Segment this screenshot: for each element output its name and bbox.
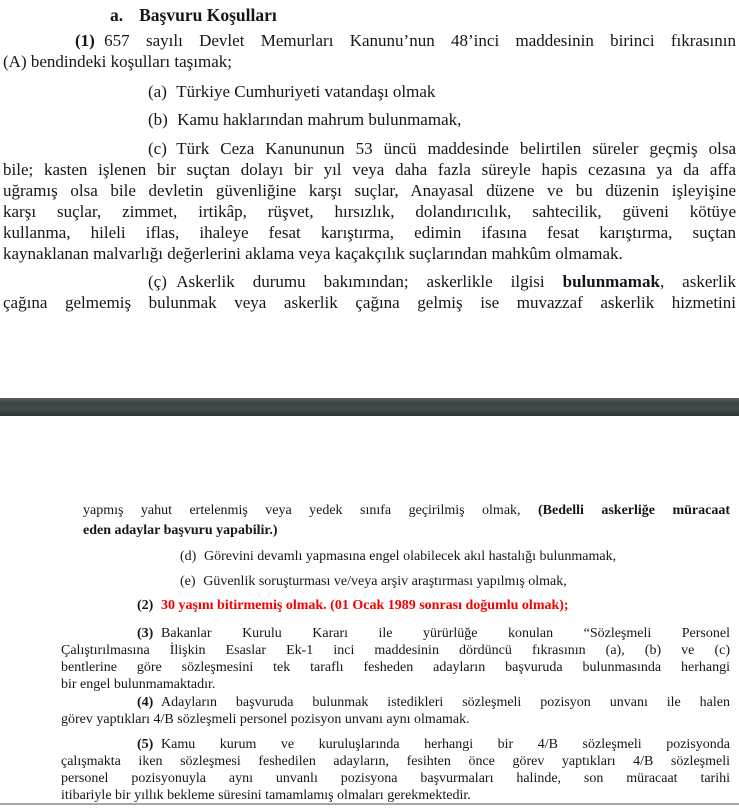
paragraph-3 [61,625,730,693]
text-segment: kaynaklanan malvarlığı değerlerini aklama veya kaçakçılık suçlarından mahkûm olmamak. [3,244,623,263]
text-line [61,694,730,711]
paragraph-4 [61,694,730,728]
text-segment: (e) [180,574,196,589]
item-b [3,109,736,130]
text-segment: (1) [75,31,95,50]
text-line [61,642,730,659]
text-segment: 30 yaşını bitirmemiş olmak. (01 Ocak 1989 sonrası doğumlu olmak); [161,598,569,613]
text-line [61,573,730,590]
text-segment: 657 sayılı Devlet Memurları Kanunu’nun 48’inci maddesinin birinci fıkrasının [104,31,736,50]
text-line [61,676,730,693]
text-segment: Türk Ceza Kanununun 53 üncü maddesinde belirtilen süreler geçmiş olsa [176,139,736,158]
text-segment: görev yaptıkları 4/B sözleşmeli personel pozisyon unvanı aynı olmamak. [61,712,470,727]
text-segment: uğramış olsa bile devletin güvenliğine karşı suçlar, Anayasal düzene ve bu düzenin işleyişine [3,181,736,200]
text-segment: Askerlik durumu bakımından; askerlikle ilgisi [176,272,563,291]
text-segment: (2) [137,598,154,613]
paragraph-cc-continuation [83,501,730,541]
item-d [61,548,730,565]
text-segment: (ç) [148,272,167,291]
text-segment: Güvenlik soruşturması ve/veya arşiv araştırması yapılmış olmak, [203,574,567,589]
text-segment: (d) [180,549,197,564]
text-segment: Bakanlar Kurulu Kararı ile yürürlüğe konulan “Sözleşmeli Personel [161,626,730,641]
item-cc [3,271,736,313]
text-line [83,521,730,541]
item-a [3,81,736,102]
text-line [3,243,736,264]
text-segment: (Bedelli askerliğe müracaat [538,503,731,518]
text-line [61,787,730,804]
text-segment: bentlerine göre sözleşmesini tek taraflı fesheden adayların başvuruda bulunmasında herhangi [61,660,730,675]
heading-title: Başvuru Koşulları [139,5,277,25]
text-line [61,711,730,728]
text-segment: (a) [148,82,167,101]
text-line [61,625,730,642]
text-segment: , askerlik [659,272,736,291]
text-segment: (c) [148,139,167,158]
heading-marker: a. [110,5,124,25]
text-line [3,30,736,51]
text-segment: çağına gelmemiş bulunmak veya askerlik çağına gelmiş ise muvazzaf askerlik hizmetini [3,293,736,312]
paragraph-2 [61,597,730,614]
text-line [61,659,730,676]
text-line [3,222,736,243]
text-segment: (4) [137,695,154,710]
text-line [3,51,736,72]
text-segment: (A) bendindeki koşulları taşımak; [3,52,232,71]
text-segment: itibariyle bir yıllık bekleme süresini tamamlamış olmaları gerekmektedir. [61,788,471,803]
text-line [61,770,730,787]
item-c [3,138,736,264]
text-line [83,501,730,521]
text-line [3,81,736,102]
text-line [3,138,736,159]
text-segment: personel pozisyonuyla aynı unvanlı pozisyona başvurmaları halinde, son müracaat tarihi [61,771,730,786]
text-line [3,109,736,130]
item-e [61,573,730,590]
text-line [61,736,730,753]
text-segment: Görevini devamlı yapmasına engel olabilecek akıl hastalığı bulunmamak, [204,549,617,564]
text-line [3,180,736,201]
text-segment: Çalıştırılmasına İlişkin Esaslar Ek-1 inci maddesinin dördüncü fıkrasının (a), (b) ve (c) [61,643,730,658]
text-segment: karşı suçlar, zimmet, irtikâp, rüşvet, hırsızlık, dolandırıcılık, sahtecilik, güveni kötüye [3,202,736,221]
text-segment: yapmış yahut ertelenmiş veya yedek sınıfa geçirilmiş olmak, [83,503,538,518]
text-segment: (5) [137,737,154,752]
text-line [3,159,736,180]
text-segment: (3) [137,626,154,641]
paragraph-1 [3,30,736,72]
text-segment: bulunmamak [562,272,660,291]
text-segment: Türkiye Cumhuriyeti vatandaşı olmak [176,82,436,101]
text-segment: (b) [148,110,168,129]
section-heading [110,5,277,26]
text-segment: çalışmakta iken sözleşmesi feshedilen adayların, fesihten önce görev yaptıkları 4/B sözleşmeli [61,754,730,769]
text-line [61,548,730,565]
page-bottom-rule [0,803,739,805]
text-segment: eden adaylar başvuru yapabilir.) [83,523,278,538]
text-line [3,271,736,292]
text-line [61,753,730,770]
text-segment: kullanma, hileli iflas, ihaleye fesat karıştırma, edimin ifasına fesat karıştırma, suçtan [3,223,736,242]
text-line [3,201,736,222]
text-line [61,597,730,614]
paragraph-5 [61,736,730,804]
text-line [3,292,736,313]
text-segment: bir engel bulunmamaktadır. [61,677,216,692]
text-segment: bile; kasten işlenen bir suçtan dolayı bir yıl veya daha fazla süreyle hapis cezasına ya da affa [3,160,736,179]
text-segment: Kamu kurum ve kuruluşlarında herhangi bir 4/B sözleşmeli pozisyonda [161,737,730,752]
text-segment: Adayların başvuruda bulunmak istedikleri sözleşmeli pozisyon unvanı ile halen [161,695,730,710]
text-segment: Kamu haklarından mahrum bulunmamak, [177,110,462,129]
page-separator-bar [0,398,739,416]
